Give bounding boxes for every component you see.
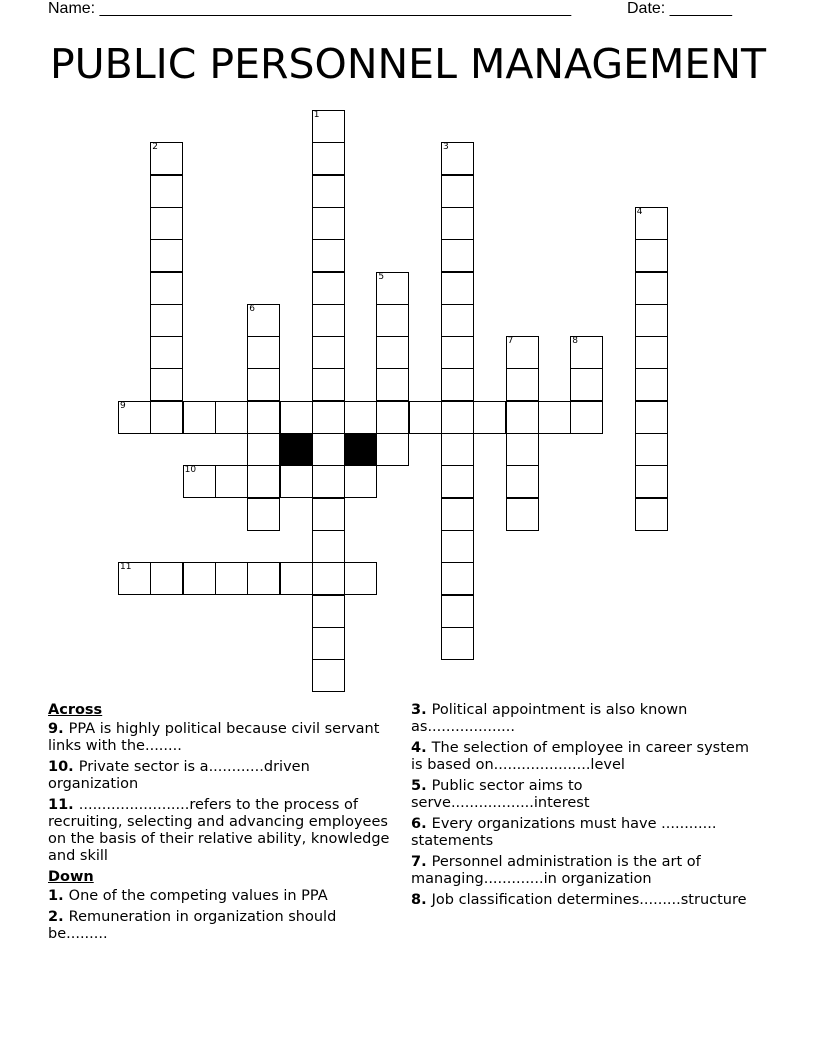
crossword-cell[interactable] [441,239,474,272]
clue-heading-across: Across [48,702,103,718]
clue-text: Job classification determines.........structure [431,892,747,908]
clue-item [48,909,400,943]
clues-left-column [48,702,400,947]
name-field-label: Name: _____________________________________________________ [48,0,572,17]
crossword-cell[interactable] [376,272,409,305]
crossword-cell[interactable] [441,272,474,305]
crossword-cell[interactable] [247,562,280,595]
clue-number: 1. [48,888,69,904]
date-field-label: Date: _______ [627,0,732,17]
crossword-cell[interactable] [312,175,345,208]
crossword-cell[interactable] [312,530,345,563]
crossword-cell[interactable] [247,336,280,369]
clue-item [48,888,400,905]
clue-item [48,797,400,865]
crossword-cell[interactable] [441,304,474,337]
clue-text: Public sector aims to serve..................interest [411,778,590,811]
crossword-cell[interactable] [280,401,313,434]
clue-item [48,721,400,755]
clue-text: Remuneration in organization should be......... [48,909,337,942]
clue-item [411,778,751,812]
crossword-cell[interactable] [506,465,539,498]
clue-number-7: 7 [507,336,514,347]
clue-number: 3. [411,702,432,718]
crossword-cell[interactable] [441,368,474,401]
crossword-cell[interactable] [312,368,345,401]
crossword-cell[interactable] [312,627,345,660]
clue-number-10: 10 [184,465,197,476]
crossword-cell[interactable] [312,336,345,369]
crossword-cell[interactable] [538,401,571,434]
crossword-cell[interactable] [118,401,151,434]
crossword-cell[interactable] [150,207,183,240]
crossword-cell[interactable] [506,368,539,401]
crossword-cell[interactable] [570,368,603,401]
clue-number-9: 9 [120,400,126,411]
crossword-cell[interactable] [409,401,442,434]
clue-text: Political appointment is also known as................... [411,702,688,735]
crossword-cell[interactable] [635,207,668,240]
crossword-cell[interactable] [344,401,377,434]
crossword-cell[interactable] [635,304,668,337]
crossword-cell[interactable] [376,368,409,401]
crossword-cell[interactable] [570,401,603,434]
crossword-cell[interactable] [441,627,474,660]
crossword-cell[interactable] [312,659,345,692]
crossword-cell[interactable] [441,336,474,369]
crossword-cell[interactable] [441,465,474,498]
crossword-cell[interactable] [506,401,539,434]
crossword-cell[interactable] [506,336,539,369]
clue-heading-down: Down [48,869,94,885]
crossword-cell[interactable] [312,239,345,272]
crossword-cell[interactable] [247,401,280,434]
clue-number-5: 5 [378,271,385,282]
crossword-cell[interactable] [150,304,183,337]
crossword-cell[interactable] [635,368,668,401]
crossword-cell[interactable] [441,530,474,563]
crossword-black-cell [344,433,377,466]
crossword-cell[interactable] [506,498,539,531]
crossword-cell[interactable] [215,401,248,434]
clue-number: 5. [411,778,432,794]
clue-number: 4. [411,740,432,756]
clue-text: One of the competing values in PPA [68,888,328,904]
crossword-cell[interactable] [376,336,409,369]
clue-number-1: 1 [313,110,320,120]
crossword-cell[interactable] [635,433,668,466]
crossword-cell[interactable] [635,465,668,498]
clue-number: 7. [411,854,432,870]
crossword-cell[interactable] [247,304,280,337]
crossword-cell[interactable] [635,239,668,272]
crossword-cell[interactable] [312,142,345,175]
crossword-cell[interactable] [312,110,345,143]
crossword-cell[interactable] [150,368,183,401]
crossword-cell[interactable] [150,272,183,305]
crossword-cell[interactable] [118,562,151,595]
crossword-cell[interactable] [441,595,474,628]
clue-text: Every organizations must have ............ statements [411,816,717,849]
crossword-cell[interactable] [312,498,345,531]
clue-number-11: 11 [120,562,132,573]
crossword-cell[interactable] [344,562,377,595]
clue-text: ........................refers to the process of recruiting, selecting and advancing employees on the basis of their relative ability, knowledge and skill [48,797,390,864]
clue-number: 10. [48,759,79,775]
clue-item [411,816,751,850]
crossword-cell[interactable] [150,239,183,272]
clue-text: PPA is highly political because civil servant links with the........ [48,721,380,754]
crossword-cell[interactable] [635,272,668,305]
clue-text: Personnel administration is the art of managing.............in organization [411,854,701,887]
crossword-cell[interactable] [376,304,409,337]
crossword-cell[interactable] [247,465,280,498]
crossword-cell[interactable] [150,401,183,434]
crossword-cell[interactable] [312,401,345,434]
crossword-cell[interactable] [280,465,313,498]
crossword-cell[interactable] [344,465,377,498]
crossword-cell[interactable] [215,562,248,595]
crossword-cell[interactable] [247,498,280,531]
crossword-cell[interactable] [441,207,474,240]
clue-item [48,759,400,793]
crossword-cell[interactable] [312,465,345,498]
clue-number-3: 3 [443,142,449,153]
page-title: PUBLIC PERSONNEL MANAGEMENT [49,40,767,88]
crossword-cell[interactable] [280,562,313,595]
crossword-cell[interactable] [150,336,183,369]
crossword-cell[interactable] [183,401,216,434]
clues-right-column [411,702,751,913]
crossword-cell[interactable] [150,175,183,208]
crossword-cell[interactable] [312,272,345,305]
clue-number-4: 4 [636,206,643,217]
crossword-cell[interactable] [441,142,474,175]
clue-number-2: 2 [152,142,159,153]
crossword-cell[interactable] [635,498,668,531]
crossword-cell[interactable] [376,401,409,434]
crossword-cell[interactable] [312,562,345,595]
crossword-cell[interactable] [150,562,183,595]
crossword-cell[interactable] [183,562,216,595]
clue-text: Private sector is a............driven organization [48,759,310,792]
crossword-cell[interactable] [247,433,280,466]
clue-item [411,702,751,736]
crossword-cell[interactable] [215,465,248,498]
crossword-cell[interactable] [312,304,345,337]
crossword-cell[interactable] [441,175,474,208]
crossword-cell[interactable] [441,401,474,434]
crossword-cell[interactable] [570,336,603,369]
clue-number: 9. [48,721,69,737]
crossword-cell[interactable] [247,368,280,401]
crossword-cell[interactable] [312,595,345,628]
crossword-cell[interactable] [473,401,506,434]
crossword-cell[interactable] [506,433,539,466]
clue-number-6: 6 [249,303,255,314]
clue-item [411,892,751,909]
crossword-cell[interactable] [312,207,345,240]
crossword-cell[interactable] [150,142,183,175]
clue-number: 11. [48,797,79,813]
clue-item [411,854,751,888]
clue-number-8: 8 [572,336,578,347]
crossword-cell[interactable] [441,498,474,531]
crossword-cell[interactable] [441,433,474,466]
clue-number: 8. [411,892,432,908]
crossword-cell[interactable] [635,401,668,434]
clue-number: 6. [411,816,432,832]
crossword-cell[interactable] [441,562,474,595]
clue-text: The selection of employee in career system is based on.....................level [411,740,749,773]
crossword-cell[interactable] [183,465,216,498]
crossword-cell[interactable] [635,336,668,369]
clue-number: 2. [48,909,69,925]
crossword-black-cell [280,433,313,466]
clue-item [411,740,751,774]
crossword-cell[interactable] [376,433,409,466]
crossword-cell[interactable] [312,433,345,466]
